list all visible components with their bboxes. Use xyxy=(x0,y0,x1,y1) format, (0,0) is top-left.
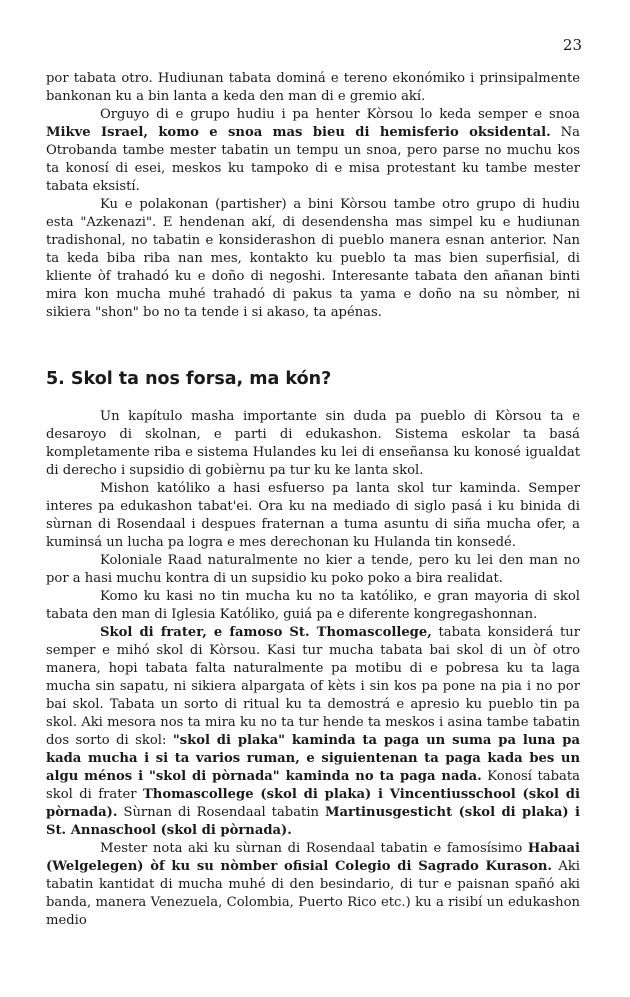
paragraph-4: Un kapítulo masha importante sin duda pa pueblo di Kòrsou ta e desaroyo di skolnan, e parti di edukashon. Sistema eskolar ta basá kompletamente riba e sistema Hulandes ku lei di enseñansa ku konosé igualdat di derecho i supsidio di gobièrnu pa tur ku ke lanta skol. xyxy=(46,409,580,478)
paragraph-2-text-a: Orguyo di e grupo hudiu i pa henter Kòrsou lo keda semper e snoa xyxy=(100,107,580,122)
paragraph-8 xyxy=(46,624,580,840)
paragraph-3: Ku e polakonan (partisher) a bini Kòrsou tambe otro grupo di hudiu esta "Azkenazi". E hendenan akí, di desendensha mas simpel ku e hudiunan tradishonal, no tabatin e konsiderashon di pueblo manera esnan anterior. Nan ta keda biba riba nan mes, kontakto ku pueblo ta mas bien superfisial, di kliente òf trahadó ku e doño di negoshi. Interesante tabata den añanan binti mira kon mucha muhé trahadó di pakus ta yama e doño na su nòmber, ni sikiera "shon" bo no ta tende i si akaso, ta apénas. xyxy=(46,197,580,320)
paragraph-8-bold-surnan-schools: Martinusgesticht (skol di plaka) i St. Annaschool (skol di pòrnada). xyxy=(46,805,580,838)
paragraph-2 xyxy=(46,106,580,196)
paragraph-5: Mishon katóliko a hasi esfuerso pa lanta skol tur kaminda. Semper interes pa edukashon tabat'ei. Ora ku na mediado di siglo pasá i ku binida di sùrnan di Rosendaal i despues fraternan a tuma asuntu di siña mucha ofer, a kuminsá un lucha pa logra e mes derechonan ku Hulanda tin konsedé. xyxy=(46,481,580,550)
page-number: 23 xyxy=(562,36,582,54)
paragraph-8-bold-school-types: "skol di plaka" kaminda ta paga un suma pa luna pa kada mucha i si ta varios ruman, e siguientenan ta paga kada bes un algu ménos i "skol di pòrnada" kaminda no ta paga nada. xyxy=(46,733,580,784)
paragraph-8-text-d: Konosí tabata skol di frater xyxy=(46,769,580,802)
paragraph-7: Komo ku kasi no tin mucha ku no ta katóliko, e gran mayoria di skol tabata den man di Iglesia Katóliko, guiá pa e diferente kongregashonnan. xyxy=(46,589,580,622)
paragraph-9-text-a: Mester nota aki ku sùrnan di Rosendaal tabatin e famosísimo xyxy=(100,841,528,856)
bottom-text-block xyxy=(46,408,580,930)
top-text-block xyxy=(46,70,580,322)
paragraph-9 xyxy=(46,840,580,930)
paragraph-8-bold-st-thomascollege: Skol di frater, e famoso St. Thomascollege, xyxy=(100,625,432,640)
paragraph-2-text-c: Na Otrobanda tambe mester tabatin un tempu un snoa, pero parse no muchu kos ta konosí di esei, meskos ku tampoko di e misa protestant ku tambe mester tabata eksistí. xyxy=(46,125,580,194)
paragraph-1: por tabata otro. Hudiunan tabata dominá e tereno ekonómiko i prinsipalmente bankonan ku a bin lanta a keda den man di e gremio akí. xyxy=(46,71,580,104)
section-heading: 5. Skol ta nos forsa, ma kón? xyxy=(46,369,332,389)
paragraph-8-bold-frater-schools: Thomascollege (skol di plaka) i Vincentiusschool (skol di pòrnada). xyxy=(46,787,580,820)
paragraph-6: Koloniale Raad naturalmente no kier a tende, pero ku lei den man no por a hasi muchu kontra di un supsidio ku poko poko a bira realidat. xyxy=(46,553,580,586)
paragraph-2-bold-mikve-israel: Mikve Israel, komo e snoa mas bieu di hemisferio oksidental. xyxy=(46,125,551,140)
paragraph-9-bold-habaai: Habaai (Welgelegen) òf ku su nòmber ofisial Colegio di Sagrado Kurason. xyxy=(46,841,580,874)
paragraph-8-text-f: Sùrnan di Rosendaal tabatin xyxy=(117,805,325,820)
paragraph-9-text-c: Aki tabatin kantidat di mucha muhé di den besindario, di tur e paisnan spañó aki banda, manera Venezuela, Colombia, Puerto Rico etc.) ku a risibí un edukashon medio xyxy=(46,859,580,928)
paragraph-8-text-b: tabata konsiderá tur semper e mihó skol di Kòrsou. Kasi tur mucha tabata bai skol di un òf otro manera, hopi tabata falta naturalmente pa motibu di e pobresa ku ta laga mucha sin sapatu, ni sikiera alpargata of kèts i sin kos pa pone na pia i no por bai skol. Tabata un sorto di ritual ku ta demostrá e apresio ku pueblo tin pa skol. Aki mesora nos ta mira ku no ta tur hende ta meskos i asina tambe tabatin dos sorto di skol: xyxy=(46,625,580,748)
